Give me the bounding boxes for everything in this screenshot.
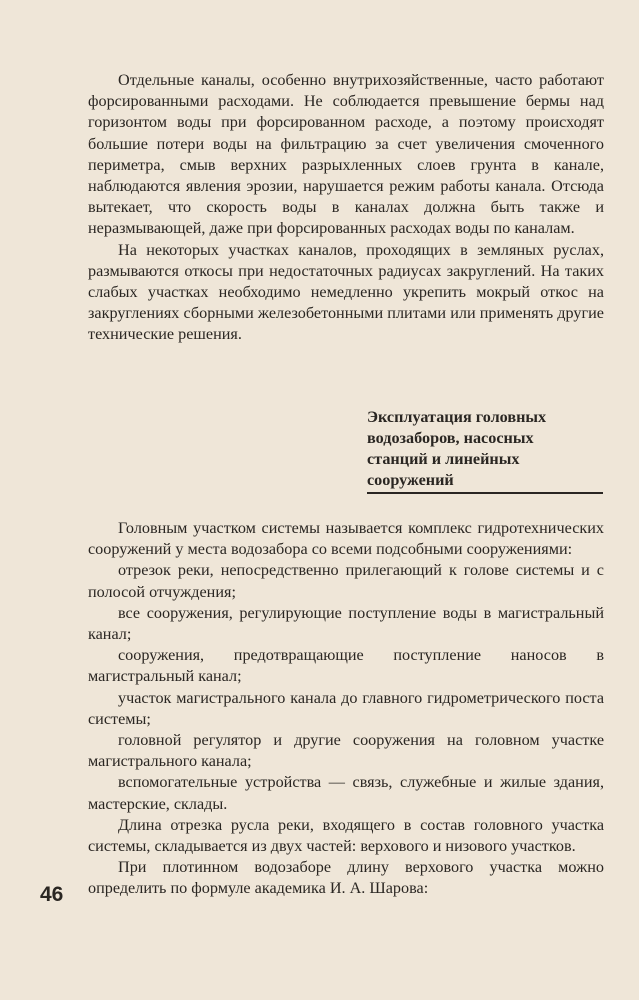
heading-line: водозаборов, насосных	[367, 429, 534, 447]
list-item: сооружения, предотвращающие поступление наносов в магистральный канал;	[88, 646, 604, 686]
paragraph: Длина отрезка русла реки, входящего в состав головного участка системы, складывается из двух частей: верхового и низового участков.	[88, 815, 604, 856]
page-number: 46	[40, 883, 64, 906]
heading-line: сооружений	[367, 471, 454, 489]
heading-line: Эксплуатация головных	[367, 408, 547, 426]
section-heading	[367, 407, 603, 491]
list-item: участок магистрального канала до главного гидрометрического поста системы;	[88, 688, 604, 728]
paragraph: На некоторых участках каналов, проходящих в земляных руслах, размываются откосы при недостаточных радиусах закруглений. На таких слабых участках необходимо немедленно укрепить мокрый откос на закруглениях сборными железобетонными плитами или применять другие технические решения.	[88, 240, 604, 344]
heading-underline	[367, 492, 603, 494]
top-text-block	[88, 70, 604, 346]
paragraph: При плотинном водозаборе длину верхового участка можно определить по формуле академика И. А. Шарова:	[88, 858, 604, 898]
list-item: вспомогательные устройства — связь, служебные и жилые здания, мастерские, склады.	[88, 773, 604, 813]
paragraph: Отдельные каналы, особенно внутрихозяйственные, часто работают форсированными расходами. Не соблюдается превышение бермы над горизонтом воды при форсированном расходе, а поэтому происходят большие потери воды на фильтрацию за счет увеличения смоченного периметра, смыв верхних разрыхленных слоев грунта в канале, наблюдаются явления эрозии, нарушается режим работы канала. Отсюда вытекает, что скорость воды в каналах должна быть также и неразмывающей, даже при форсированных расходах воды по каналам.	[88, 71, 604, 238]
bottom-text-block	[88, 518, 604, 900]
heading-line: станций и линейных	[367, 450, 520, 468]
list-item: головной регулятор и другие сооружения на головном участке магистрального канала;	[88, 731, 604, 771]
paragraph: Головным участком системы называется комплекс гидротехнических сооружений у места водозабора со всеми подсобными сооружениями:	[88, 519, 604, 559]
list-item: отрезок реки, непосредственно прилегающий к голове системы и с полосой отчуждения;	[88, 561, 604, 601]
list-item: все сооружения, регулирующие поступление воды в магистральный канал;	[88, 603, 604, 644]
